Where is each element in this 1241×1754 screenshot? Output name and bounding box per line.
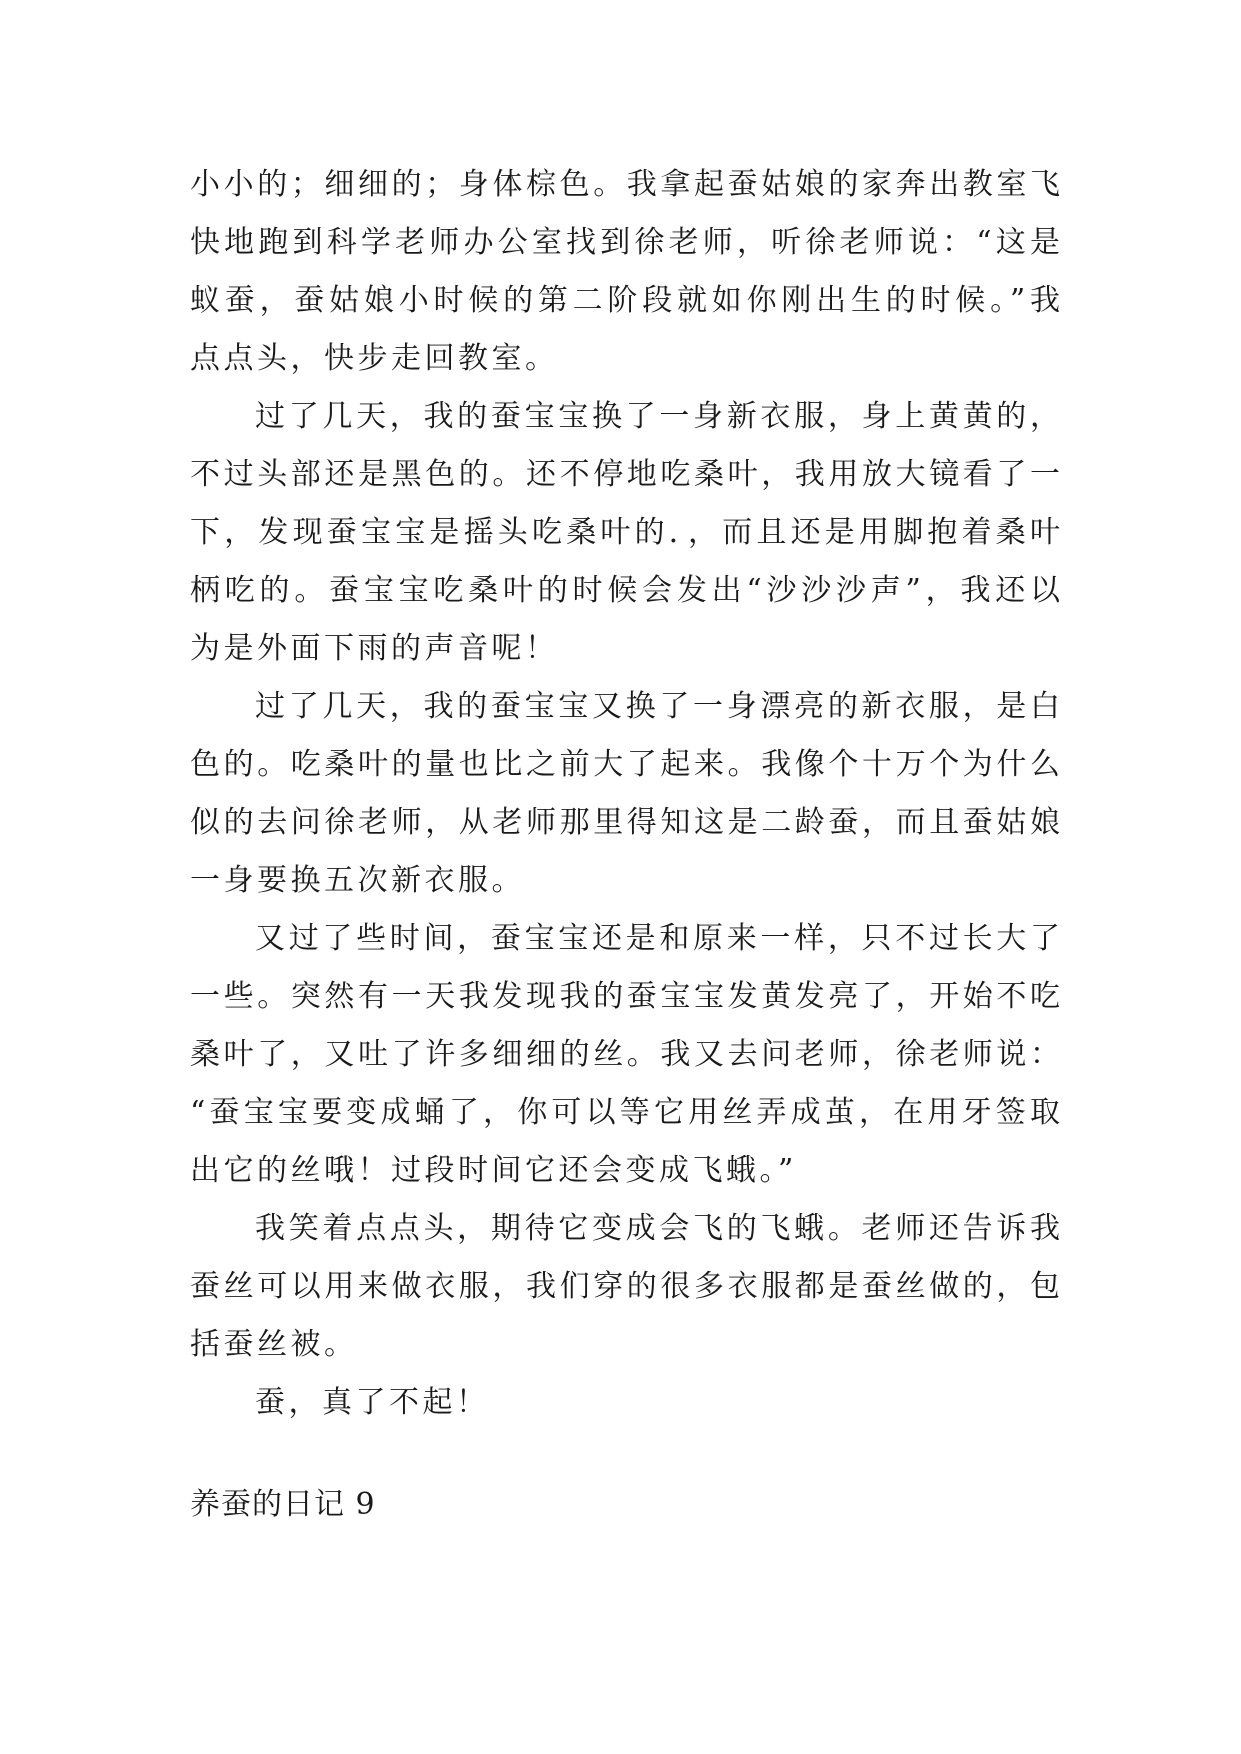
text-line-3: 蚁蚕，蚕姑娘小时候的第二阶段就如你刚出生的时候。”我 (190, 283, 1060, 318)
text-line-8: 柄吃的。蚕宝宝吃桑叶的时候会发出“沙沙沙声”，我还以 (190, 573, 1060, 608)
text-line-22: 蚕，真了不起！ (255, 1385, 490, 1420)
text-line-14: 又过了些时间，蚕宝宝还是和原来一样，只不过长大了 (255, 921, 1060, 956)
text-line-21: 括蚕丝被。 (190, 1327, 358, 1362)
text-line-2: 快地跑到科学老师办公室找到徐老师，听徐老师说：“这是 (190, 225, 1060, 260)
text-line-4: 点点头，快步走回教室。 (190, 341, 559, 376)
text-line-17: “蚕宝宝要变成蛹了，你可以等它用丝弄成茧，在用牙签取 (190, 1095, 1060, 1130)
text-line-16: 桑叶了，又吐了许多细细的丝。我又去问老师，徐老师说： (190, 1037, 1060, 1072)
text-line-1: 小小的；细细的；身体棕色。我拿起蚕姑娘的家奔出教室飞 (190, 167, 1060, 202)
text-line-19: 我笑着点点头，期待它变成会飞的飞蛾。老师还告诉我 (255, 1211, 1060, 1246)
text-line-7: 下，发现蚕宝宝是摇头吃桑叶的．，而且还是用脚抱着桑叶 (190, 515, 1060, 550)
section-heading: 养蚕的日记 9 (190, 1487, 376, 1522)
text-line-9: 为是外面下雨的声音呢！ (190, 631, 559, 666)
text-line-13: 一身要换五次新衣服。 (190, 863, 525, 898)
text-line-12: 似的去问徐老师，从老师那里得知这是二龄蚕，而且蚕姑娘 (190, 805, 1060, 840)
text-line-15: 一些。突然有一天我发现我的蚕宝宝发黄发亮了，开始不吃 (190, 979, 1060, 1014)
text-line-20: 蚕丝可以用来做衣服，我们穿的很多衣服都是蚕丝做的，包 (190, 1269, 1060, 1304)
text-line-10: 过了几天，我的蚕宝宝又换了一身漂亮的新衣服，是白 (255, 689, 1060, 724)
text-line-11: 色的。吃桑叶的量也比之前大了起来。我像个十万个为什么 (190, 747, 1060, 782)
text-line-5: 过了几天，我的蚕宝宝换了一身新衣服，身上黄黄的， (255, 399, 1060, 434)
text-line-18: 出它的丝哦！过段时间它还会变成飞蛾。” (190, 1153, 797, 1188)
text-line-6: 不过头部还是黑色的。还不停地吃桑叶，我用放大镜看了一 (190, 457, 1060, 492)
